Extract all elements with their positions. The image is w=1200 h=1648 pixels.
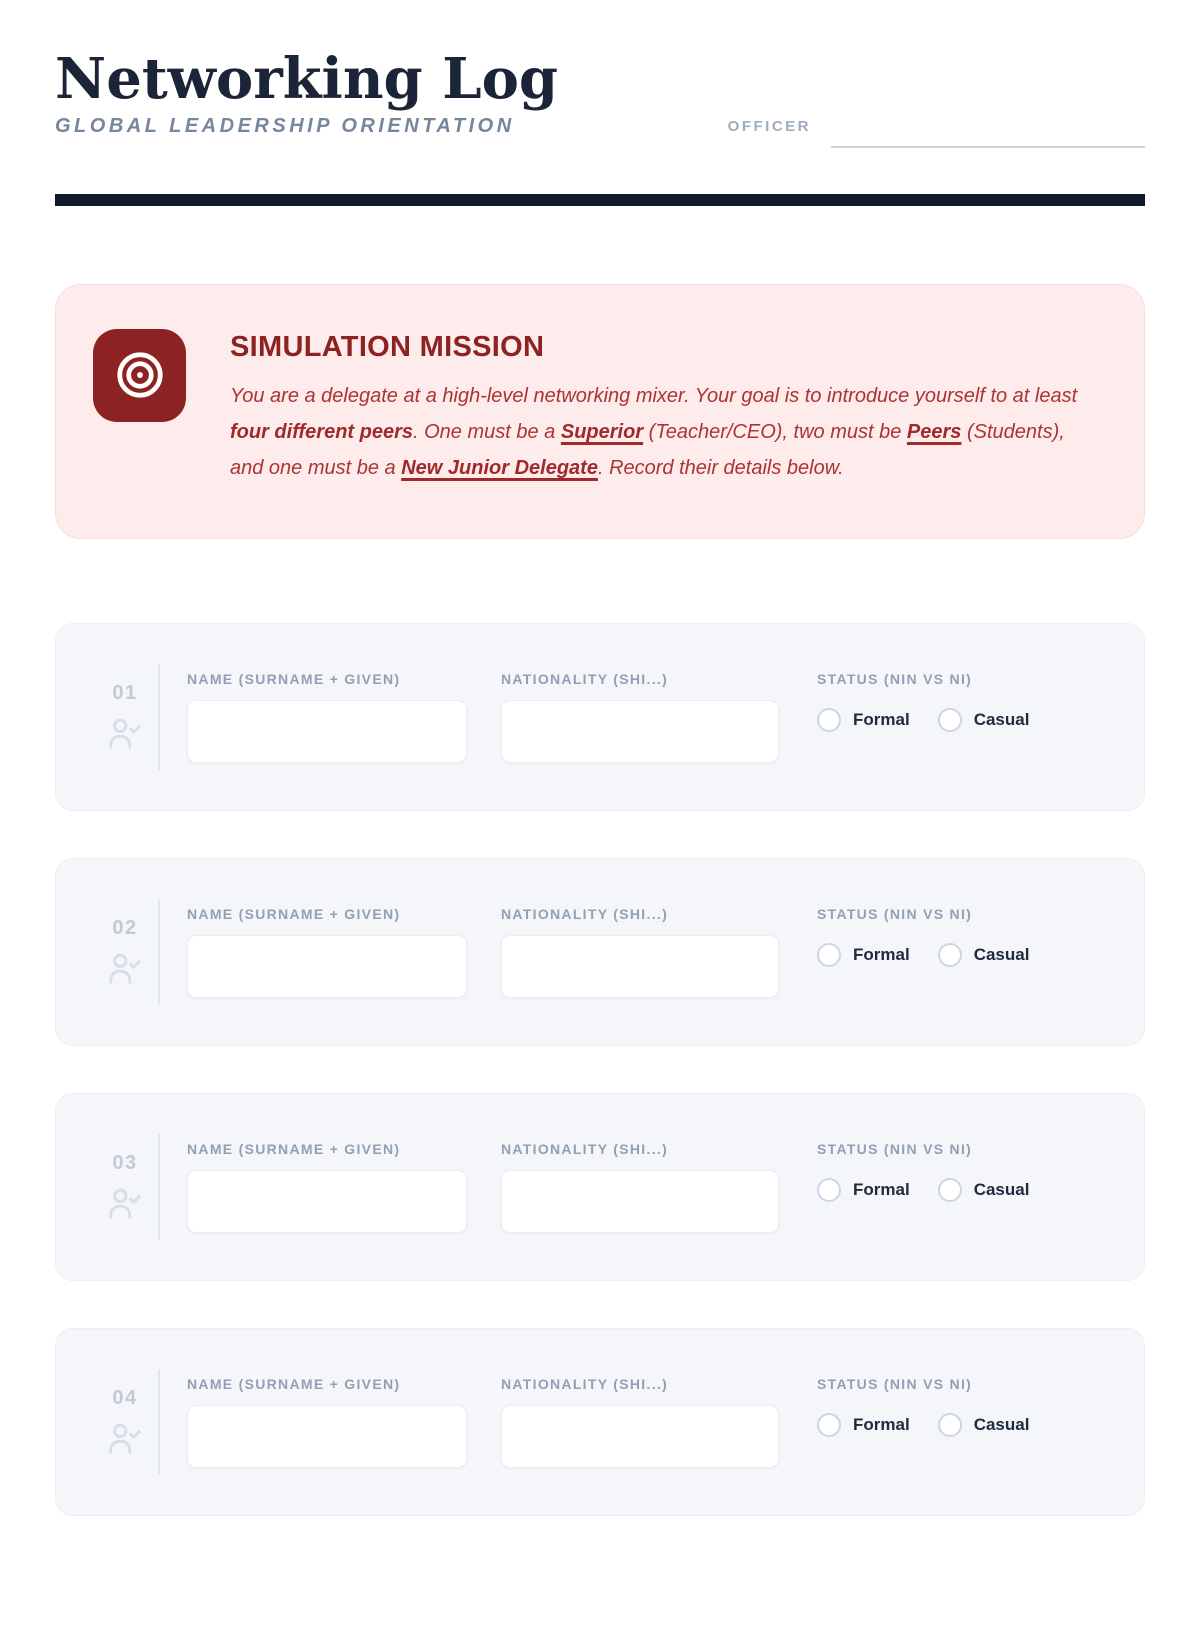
- formal-radio[interactable]: [817, 1178, 841, 1202]
- formal-radio-label: Formal: [853, 1414, 910, 1434]
- status-field: [817, 1376, 1029, 1437]
- header-row: [55, 115, 1145, 138]
- status-field-label: STATUS (NIN VS NI): [817, 1140, 973, 1157]
- entry-fields: [187, 906, 1114, 998]
- casual-radio[interactable]: [938, 1178, 962, 1202]
- entry-fields: [187, 1141, 1114, 1233]
- header-divider-bar: [55, 194, 1145, 206]
- officer-input[interactable]: [831, 118, 1145, 148]
- name-field-label: NAME (SURNAME + GIVEN): [187, 1140, 401, 1157]
- entry-card-04: [55, 1328, 1145, 1516]
- user-check-icon: [106, 1419, 144, 1457]
- nationality-field-label: NATIONALITY (SHI...): [501, 1140, 669, 1157]
- name-input[interactable]: [187, 1405, 467, 1468]
- mission-text: You are a delegate at a high-level networking mixer. Your goal is to introduce yourself to at least: [230, 384, 1078, 407]
- casual-radio[interactable]: [938, 1413, 962, 1437]
- mission-text: (Students), and one must be a: [230, 420, 1065, 479]
- mission-text: . One must be a: [413, 420, 561, 443]
- page-title: Networking Log: [55, 46, 559, 112]
- nationality-field: [501, 1376, 779, 1468]
- mission-term-new-junior-delegate: New Junior Delegate: [401, 456, 598, 479]
- entry-left-column: [104, 682, 146, 752]
- formal-radio[interactable]: [817, 1413, 841, 1437]
- user-check-icon: [106, 714, 144, 752]
- name-field-label: NAME (SURNAME + GIVEN): [187, 670, 401, 687]
- name-field: [187, 1376, 467, 1468]
- status-field: [817, 906, 1029, 967]
- entry-divider: [158, 899, 160, 1005]
- mission-term-peers: Peers: [906, 420, 962, 443]
- status-field: [817, 1141, 1029, 1202]
- casual-radio-label: Casual: [973, 1179, 1030, 1199]
- formal-radio[interactable]: [817, 708, 841, 732]
- officer-label: OFFICER: [727, 117, 811, 135]
- entry-left-column: [104, 1387, 146, 1457]
- casual-radio[interactable]: [938, 708, 962, 732]
- nationality-field-label: NATIONALITY (SHI...): [501, 905, 669, 922]
- user-check-icon: [106, 1184, 144, 1222]
- entry-fields: [187, 1376, 1114, 1468]
- mission-title: SIMULATION MISSION: [230, 330, 545, 363]
- entry-left-column: [104, 917, 146, 987]
- status-radio-group: [817, 1413, 1029, 1437]
- status-radio-group: [817, 943, 1029, 967]
- mission-text: (Teacher/CEO), two must be: [643, 420, 907, 443]
- status-field-label: STATUS (NIN VS NI): [817, 1375, 973, 1392]
- mission-text: . Record their details below.: [597, 456, 844, 479]
- casual-radio-label: Casual: [973, 709, 1030, 729]
- entry-fields: [187, 671, 1114, 763]
- name-input[interactable]: [187, 700, 467, 763]
- nationality-field: [501, 1141, 779, 1233]
- nationality-field-label: NATIONALITY (SHI...): [501, 1375, 669, 1392]
- name-field-label: NAME (SURNAME + GIVEN): [187, 905, 401, 922]
- mission-term-superior: Superior: [560, 420, 644, 443]
- name-input[interactable]: [187, 935, 467, 998]
- mission-body: [230, 378, 1096, 486]
- name-field: [187, 1141, 467, 1233]
- entry-divider: [158, 1134, 160, 1240]
- entry-divider: [158, 1369, 160, 1475]
- mission-text-bold: four different peers: [230, 420, 413, 443]
- formal-radio-label: Formal: [853, 1179, 910, 1199]
- entry-left-column: [104, 1152, 146, 1222]
- casual-radio[interactable]: [938, 943, 962, 967]
- status-radio-group: [817, 1178, 1029, 1202]
- entry-card-01: [55, 623, 1145, 811]
- simulation-mission-callout: [55, 284, 1145, 539]
- status-field-label: STATUS (NIN VS NI): [817, 670, 973, 687]
- formal-radio-label: Formal: [853, 709, 910, 729]
- status-field: [817, 671, 1029, 732]
- page-subtitle: GLOBAL LEADERSHIP ORIENTATION: [55, 114, 515, 137]
- formal-radio-label: Formal: [853, 944, 910, 964]
- bullseye-target-icon: [93, 329, 186, 422]
- nationality-input[interactable]: [501, 700, 779, 763]
- nationality-input[interactable]: [501, 1405, 779, 1468]
- entry-number: 03: [112, 1151, 138, 1174]
- name-field: [187, 906, 467, 998]
- nationality-field-label: NATIONALITY (SHI...): [501, 670, 669, 687]
- casual-radio-label: Casual: [973, 944, 1030, 964]
- name-field: [187, 671, 467, 763]
- entry-number: 02: [112, 916, 138, 939]
- networking-log-page: [0, 48, 1200, 1516]
- officer-field-group: [728, 118, 1145, 138]
- mission-content: [230, 329, 1096, 486]
- formal-radio[interactable]: [817, 943, 841, 967]
- status-field-label: STATUS (NIN VS NI): [817, 905, 973, 922]
- casual-radio-label: Casual: [973, 1414, 1030, 1434]
- nationality-field: [501, 906, 779, 998]
- entry-number: 01: [112, 681, 138, 704]
- name-field-label: NAME (SURNAME + GIVEN): [187, 1375, 401, 1392]
- entry-divider: [158, 664, 160, 770]
- nationality-input[interactable]: [501, 1170, 779, 1233]
- nationality-field: [501, 671, 779, 763]
- user-check-icon: [106, 949, 144, 987]
- nationality-input[interactable]: [501, 935, 779, 998]
- status-radio-group: [817, 708, 1029, 732]
- name-input[interactable]: [187, 1170, 467, 1233]
- entry-card-03: [55, 1093, 1145, 1281]
- entry-list: [55, 623, 1145, 1516]
- entry-card-02: [55, 858, 1145, 1046]
- entry-number: 04: [112, 1386, 138, 1409]
